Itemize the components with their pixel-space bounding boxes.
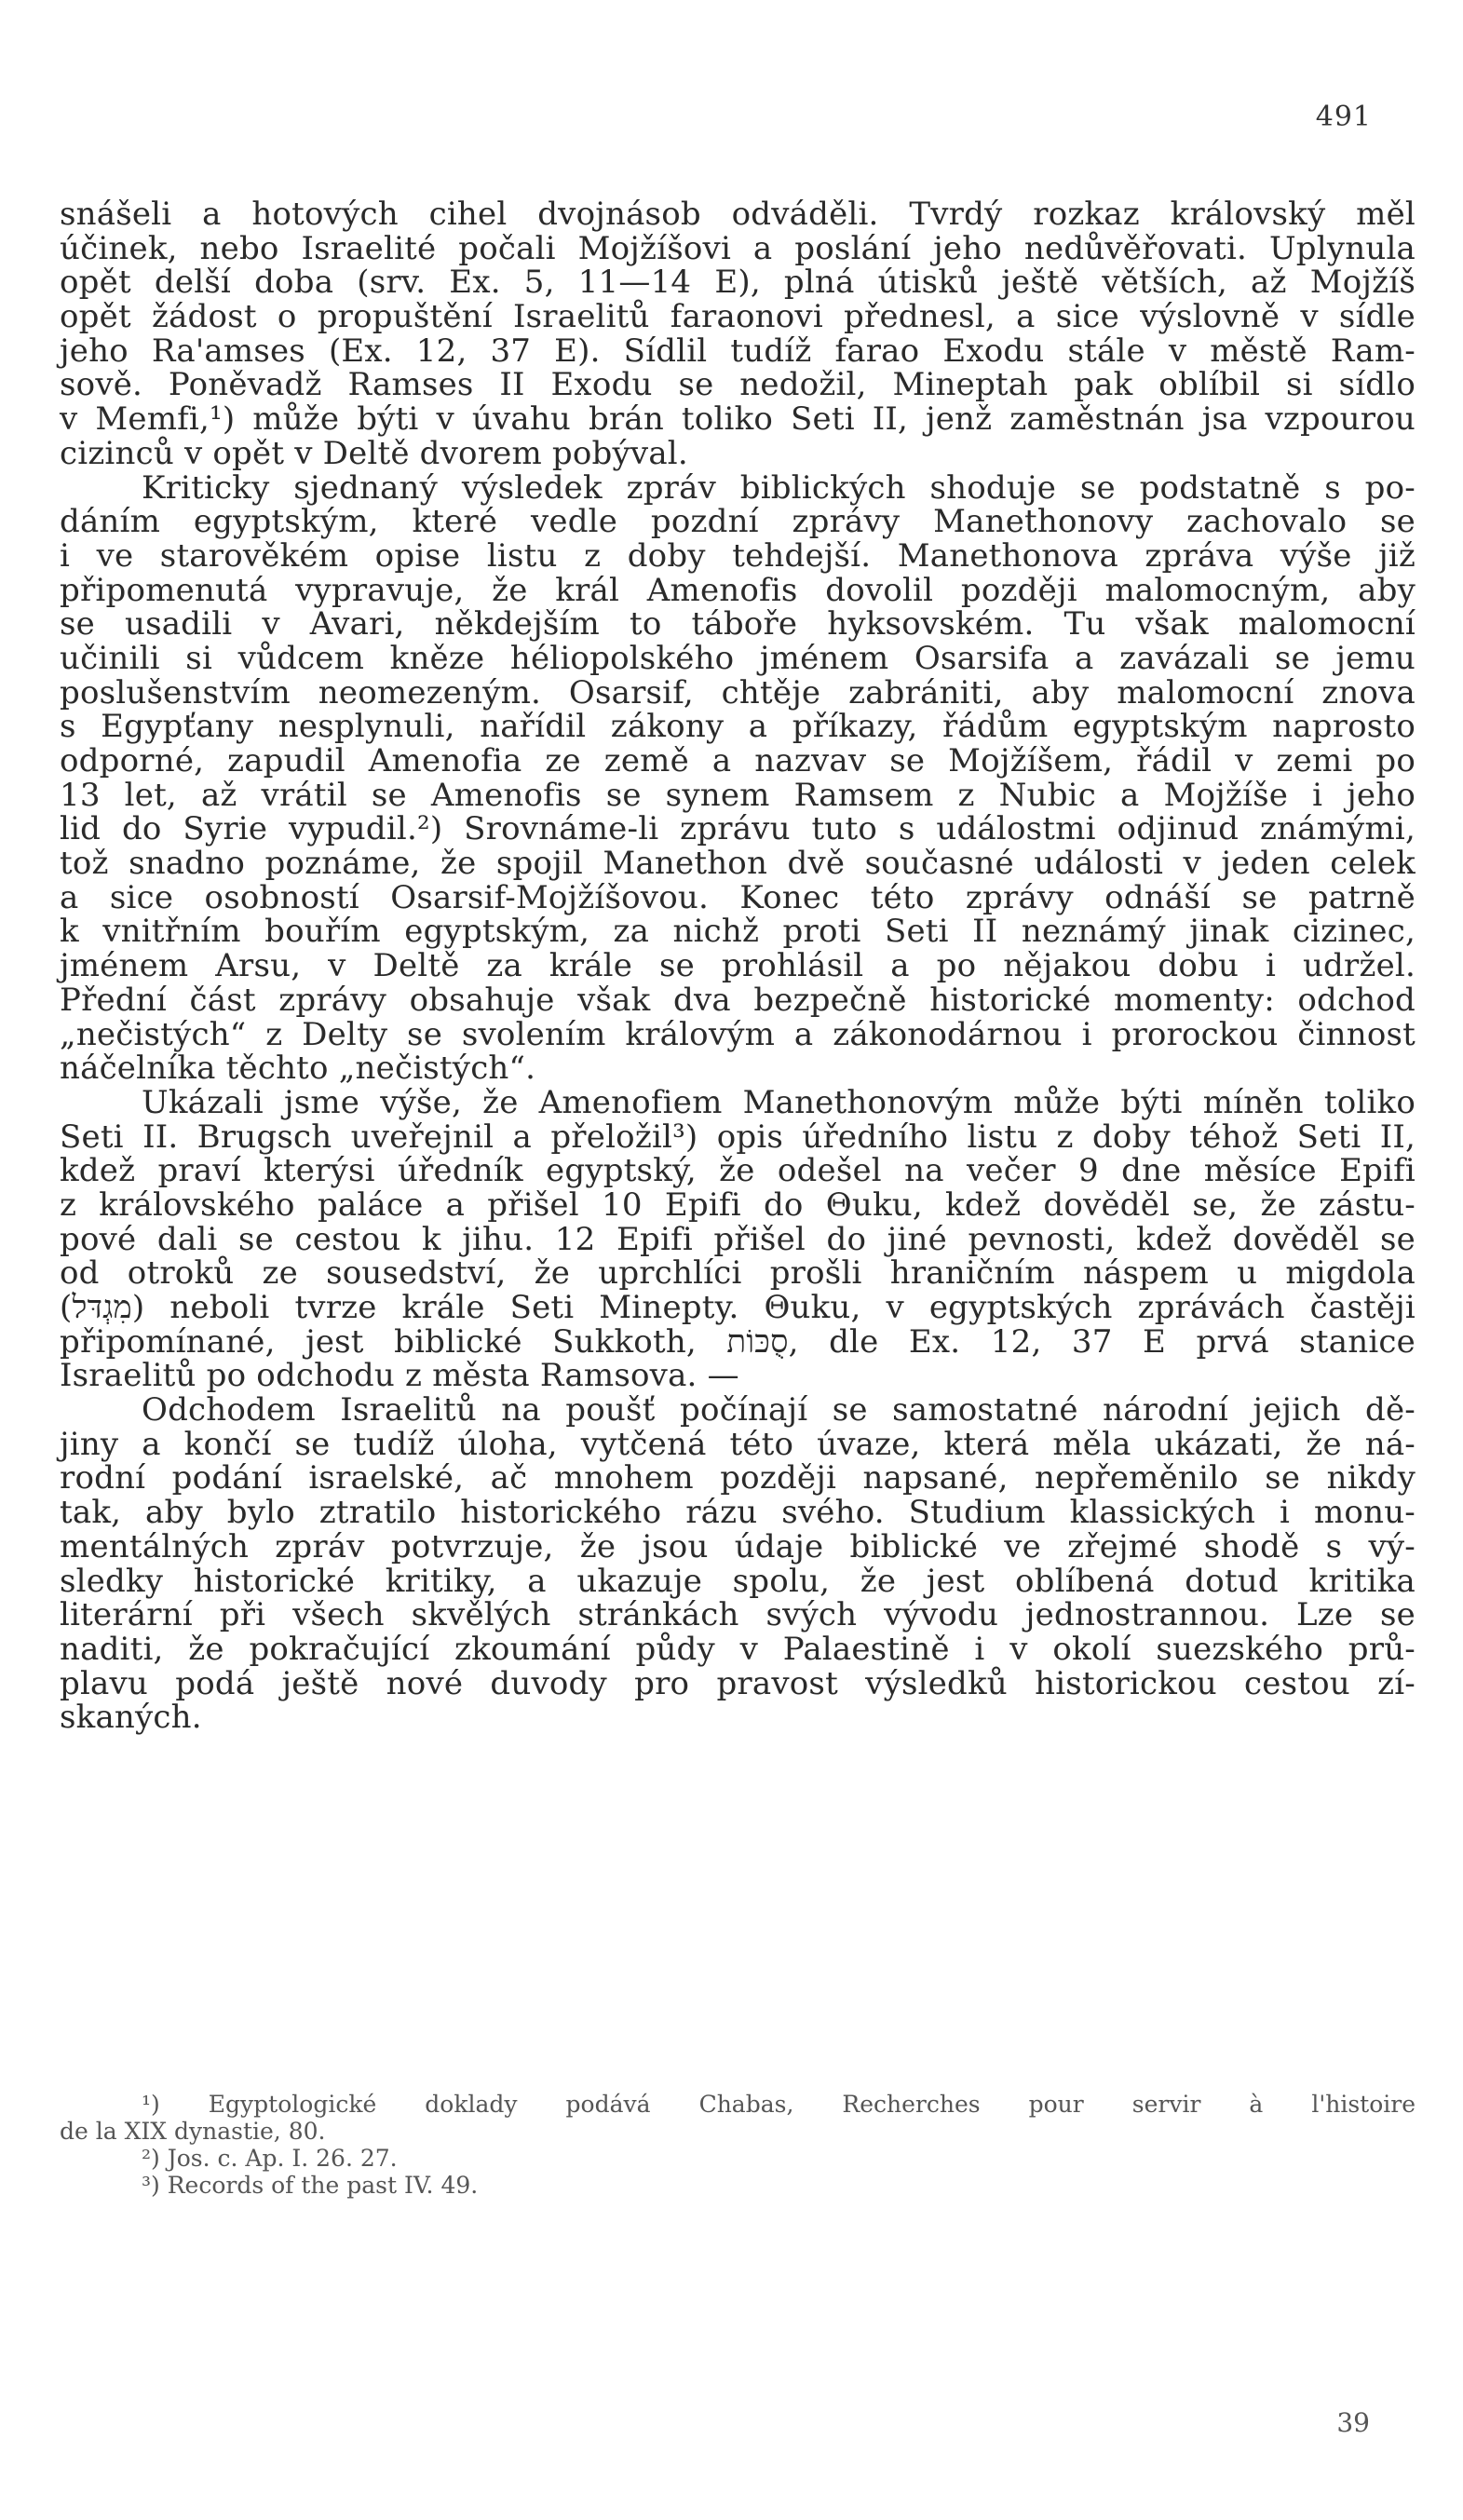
text-line: a sice osobností Osarsif-Mojžíšovou. Konec této zprávy odnáší se patrně [60, 878, 1416, 916]
paragraph-start: Odchodem Israelitů na poušť počínají se samostatné národní jejich dě- [142, 1391, 1416, 1429]
text-line: odporné, zapudil Amenofia ze země a nazvav se Mojžíšem, řádil v zemi po [60, 742, 1416, 779]
paragraph-start: Kriticky sjednaný výsledek zpráv biblických shoduje se podstatně s po- [142, 468, 1416, 507]
text-line: od otroků ze sousedství, že uprchlíci prošli hraničním náspem u migdola [60, 1254, 1416, 1293]
text-line: k vnitřním bouřím egyptským, za nichž proti Seti II neznámý jinak cizinec, [60, 913, 1416, 951]
text-line: snášeli a hotových cihel dvojnásob odváděli. Tvrdý rozkaz královský měl [60, 196, 1416, 233]
text-line: jiny a končí se tudíž úloha, vytčená této úvaze, která měla ukázati, že ná- [60, 1425, 1416, 1463]
page-number: 491 [1315, 101, 1372, 133]
text-line: kdež praví kterýsi úředník egyptský, že odešel na večer 9 dne měsíce Epifi [60, 1152, 1416, 1190]
text-line: připomínané, jest biblické Sukkoth, סֻכּוֹת, dle Ex. 12, 37 E prvá stanice [60, 1322, 1416, 1361]
body-text [60, 197, 1416, 1735]
text-line: poslušenstvím neomezeným. Osarsif, chtěje zabrániti, aby malomocní znova [60, 673, 1416, 711]
text-line: jménem Arsu, v Deltě za krále se prohlásil a po nějakou dobu i udržel. [60, 947, 1416, 985]
text-line: opět delší doba (srv. Ex. 5, 11—14 E), plná útisků ještě větších, až Mojžíš [60, 264, 1416, 302]
paragraph-start: Ukázali jsme výše, že Amenofiem Manethonovým může býti míněn toliko [142, 1083, 1416, 1121]
text-line: tak, aby bylo ztratilo historického rázu svého. Studium klassických i monu- [60, 1494, 1416, 1532]
text-line: (מִגְדּל) neboli tvrze krále Seti Minepty. Θuku, v egyptských zprávách častěji [60, 1289, 1416, 1326]
text-line: literární při všech skvělých stránkách svých vývodu jednostrannou. Lze se [60, 1596, 1416, 1634]
text-line: Israelitů po odchodu z města Ramsova. — [60, 1357, 739, 1395]
text-line: náčelníka těchto „nečistých“. [60, 1050, 536, 1088]
text-line: sledky historické kritiky, a ukazuje spolu, že jest oblíbená dotud kritika [60, 1562, 1416, 1600]
signature-mark: 39 [1336, 2407, 1370, 2438]
footnote-2: ²) Jos. c. Ap. I. 26. 27. [142, 2145, 398, 2172]
text-line: pové dali se cestou k jihu. 12 Epifi přišel do jiné pevnosti, kdež dověděl se [60, 1220, 1416, 1258]
text-line: skaných. [60, 1699, 202, 1737]
text-line: dáním egyptským, které vedle pozdní zprávy Manethonovy zachovalo se [60, 503, 1416, 541]
text-line: i ve starověkém opise listu z doby tehdejší. Manethonova zpráva výše již [60, 536, 1416, 575]
text-line: mentálných zpráv potvrzuje, že jsou údaje biblické ve zřejmé shodě s vý- [60, 1527, 1416, 1565]
text-line: Přední část zprávy obsahuje však dva bezpečně historické momenty: odchod [60, 981, 1416, 1019]
text-line: účinek, nebo Israelité počali Mojžíšovi a poslání jeho nedůvěřovati. Uplynula [60, 229, 1416, 267]
text-line: připomenutá vypravuje, že král Amenofis dovolil později malomocným, aby [60, 571, 1416, 609]
text-line: v Memfi,¹) může býti v úvahu brán toliko Seti II, jenž zaměstnán jsa vzpourou [60, 400, 1416, 439]
text-line: opět žádost o propuštění Israelitů faraonovi přednesl, a sice výslovně v sídle [60, 298, 1416, 336]
footnote-1-continued: de la XIX dynastie, 80. [60, 2118, 326, 2145]
text-line: z královského paláce a přišel 10 Epifi do Θuku, kdež dověděl se, že zástu- [60, 1185, 1416, 1224]
text-line: cizinců v opět v Deltě dvorem pobýval. [60, 434, 688, 472]
footnote-3: ³) Records of the past IV. 49. [142, 2172, 479, 2199]
text-line: rodní podání israelské, ač mnohem později napsané, nepřeměnilo se nikdy [60, 1459, 1416, 1497]
text-line: naditi, že pokračující zkoumání půdy v Palaestině i v okolí suezského prů- [60, 1630, 1416, 1668]
text-line: jeho Ra'amses (Ex. 12, 37 E). Sídlil tudíž farao Exodu stále v městě Ram- [60, 332, 1416, 370]
text-line: Seti II. Brugsch uveřejnil a přeložil³) opis úředního listu z doby téhož Seti II, [60, 1118, 1416, 1156]
text-line: lid do Syrie vypudil.²) Srovnáme-li zprávu tuto s událostmi odjinud známými, [60, 810, 1416, 848]
text-line: učinili si vůdcem kněze héliopolského jménem Osarsifa a zavázali se jemu [60, 639, 1416, 677]
text-line: plavu podá ještě nové duvody pro pravost výsledků historickou cestou zí- [60, 1664, 1416, 1702]
text-line: 13 let, až vrátil se Amenofis se synem Ramsem z Nubic a Mojžíše i jeho [60, 776, 1416, 814]
text-line: sově. Poněvadž Ramses II Exodu se nedožil, Mineptah pak oblíbil si sídlo [60, 366, 1416, 404]
footnotes [60, 2091, 1416, 2199]
text-line: tož snadno poznáme, že spojil Manethon dvě současné události v jeden celek [60, 845, 1416, 883]
text-line: „nečistých“ z Delty se svolením královým a zákonodárnou i prorockou činnost [60, 1015, 1416, 1053]
text-line: se usadili v Avari, někdejším to táboře hyksovském. Tu však malomocní [60, 605, 1416, 644]
text-line: s Egypťany nesplynuli, nařídil zákony a příkazy, řádům egyptským naprosto [60, 708, 1416, 746]
footnote-1: ¹) Egyptologické doklady podává Chabas, Recherches pour servir à l'histoire [142, 2091, 1416, 2118]
